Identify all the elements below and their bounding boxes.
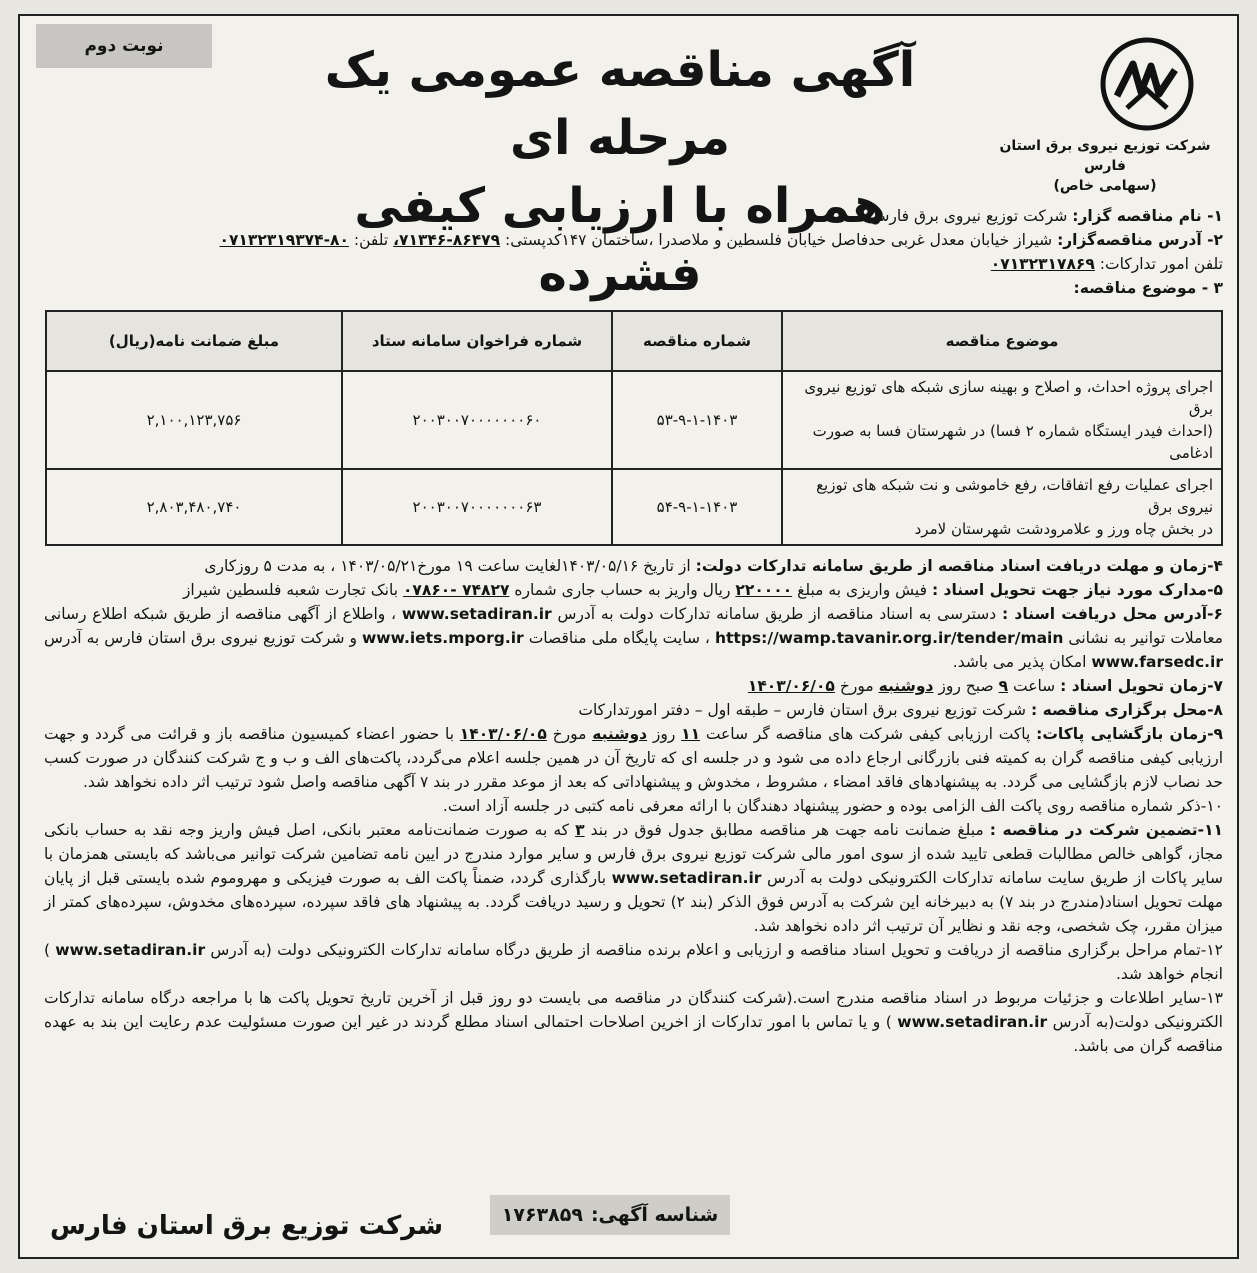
notice-body <box>44 204 1223 1058</box>
col-guarantee: مبلغ ضمانت نامه(ریال) <box>46 311 342 371</box>
link-setadiran[interactable]: www.setadiran.ir <box>897 1013 1048 1031</box>
link-setadiran[interactable]: www.setadiran.ir <box>55 941 206 959</box>
item-9: ۹-زمان بازگشایی پاکات: پاکت ارزیابی کیفی شرکت های مناقصه گر ساعت ۱۱ روز دوشنبه مورخ ۱۴۰۳/۰۶/۰۵ با حضور اعضاء کمیسیون مناقصه باز و قرائت می گردد و جهت ارزیابی کیفی مناقصه گران به کمیته فنی بازرگانی ارجاع داده می شود و در جلسه ای که تاریخ آن در همین جلسه اعلام می‌گردد، پاکت‌های الف و ب و ج شرکت کنندگان در صورت کسب حد نصاب لازم بازگشایی می گردد. به پیشنهادهای فاقد امضاء ، مشروط ، مخدوش و پیشنهاداتی که بعد از موعد مقرر در بند ۷ آگهی مناقصه واصل شود ترتیب اثر داده نخواهد شد. <box>44 725 1223 791</box>
col-setad: شماره فراخوان سامانه ستاد <box>342 311 612 371</box>
company-type: (سهامی خاص) <box>1053 178 1157 194</box>
company-logo-icon <box>1097 34 1197 134</box>
title-line-2: همراه با ارزیابی کیفی فشرده <box>354 178 886 302</box>
link-farsedc[interactable]: www.farsedc.ir <box>1091 653 1223 671</box>
tender-table <box>45 310 1223 546</box>
item-6: ۶-آدرس محل دریافت اسناد : دسترسی به اسناد مناقصه از طریق سامانه تدارکات دولت به آدرس www.setadiran.ir ، واطلاع از آگهی مناقصه از طریق شبکه اطلاع رسانی معاملات توانیر به نشانی https://wamp.tavanir.org.ir/tender/main ، سایت پایگاه ملی مناقصات www.iets.mporg.ir و شرکت توزیع نیروی برق استان فارس به آدرس www.farsedc.ir امکان پذیر می باشد. <box>44 605 1223 671</box>
item-11: ۱۱-تضمین شرکت در مناقصه : مبلغ ضمانت نامه جهت هر مناقصه مطابق جدول فوق در بند ۳ که به صورت ضمانت‌نامه معتبر بانکی، اصل فیش واریز وجه نقد به حساب بانکی مجاز، گواهی خالص مطالبات قطعی تایید شده از سوی امور مالی شرکت توزیع نیروی برق فارس و سایر موارد مندرج در ایین نامه تضامین شرکت توانیر می‌باشد که بایستی همزمان با سایر پاکات از طریق سایت سامانه تدارکات الکترونیکی دولت به آدرس www.setadiran.ir بارگذاری گردد، ضمناً پاکت الف به صورت فیزیکی و مهروموم شده بایستی قبل از پایان مهلت تحویل اسناد(مندرج در بند ۷) به دبیرخانه این شرکت به آدرس فوق الذکر (بند ۲) تحویل و رسید دریافت گردد. به پیشنهاد های فاقد سپرده، سپرده‌های مخدوش، سپرده‌های کمتر از میزان مقرر، چک شخصی، وجه نقد و نظایر آن ترتیب اثر داده نخواهد شد. <box>44 821 1223 935</box>
item-13: ۱۳-سایر اطلاعات و جزئیات مربوط در اسناد مناقصه مندرج است.(شرکت کنندگان در مناقصه می بایست دو روز قبل از آخرین تاریخ تحویل پاکت ها با مراجعه درگاه سامانه تدارکات الکترونیکی دولت(به آدرس www.setadiran.ir ) و یا تماس با امور تدارکات از اخرین اصلاحات احتمالی اسناد مطلع گردند در غیر این صورت مسئولیت عدم رعایت این بند به عهده مناقصه گران می باشد. <box>44 989 1223 1055</box>
table-header-row <box>46 311 1222 371</box>
item-10: ۱۰-ذکر شماره مناقصه روی پاکت الف الزامی بوده و حضور پیشنهاد دهندگان با ارائه معرفی نامه کتبی در جلسه آزاد است. <box>442 797 1223 815</box>
item-3: ۳ - موضوع مناقصه: <box>1073 279 1223 297</box>
item-1: ۱- نام مناقصه گزار: شرکت توزیع نیروی برق فارس <box>870 207 1223 225</box>
company-name: شرکت توزیع نیروی برق استان فارس <box>999 138 1211 174</box>
company-signature: شرکت توزیع برق استان فارس <box>50 1211 444 1241</box>
cell-number: ۵۴-۹-۱-۱۴۰۳ <box>612 469 782 545</box>
cell-setad: ۲۰۰۳۰۰۷۰۰۰۰۰۰۰۶۳ <box>342 469 612 545</box>
cell-guarantee: ۲,۸۰۳,۴۸۰,۷۴۰ <box>46 469 342 545</box>
cell-subject: اجرای پروژه احداث، و اصلاح و بهینه سازی شبکه های توزیع نیروی برق (احداث فیدر ایستگاه شماره ۲ فسا) در شهرستان فسا به صورت ادغامی <box>782 371 1222 469</box>
link-setadiran[interactable]: www.setadiran.ir <box>611 869 762 887</box>
item-4: ۴-زمان و مهلت دریافت اسناد مناقصه از طریق سامانه تدارکات دولت: از تاریخ ۱۴۰۳/۰۵/۱۶لغایت ساعت ۱۹ مورخ۱۴۰۳/۰۵/۲۱ ، به مدت ۵ روزکاری <box>204 557 1223 575</box>
publication-badge: نوبت دوم <box>36 24 212 68</box>
cell-number: ۵۳-۹-۱-۱۴۰۳ <box>612 371 782 469</box>
item-7: ۷-زمان تحویل اسناد : ساعت ۹ صبح روز دوشنبه مورخ ۱۴۰۳/۰۶/۰۵ <box>747 677 1223 695</box>
cell-subject: اجرای عملیات رفع اتفاقات، رفع خاموشی و نت شبکه های توزیع نیروی برق در بخش چاه ورز و علامرودشت شهرستان لامرد <box>782 469 1222 545</box>
notice-id-value: ۱۷۶۳۸۵۹ <box>501 1204 583 1226</box>
col-number: شماره مناقصه <box>612 311 782 371</box>
col-subject: موضوع مناقصه <box>782 311 1222 371</box>
item-5: ۵-مدارک مورد نیاز جهت تحویل اسناد : فیش واریزی به مبلغ ۲۲۰۰۰۰ ریال واریز به حساب جاری شماره ۷۴۸۲۷ -۰۷۸۶۰ بانک تجارت شعبه فلسطین شیراز <box>182 581 1223 599</box>
link-iets[interactable]: www.iets.mporg.ir <box>361 629 524 647</box>
link-tavanir[interactable]: https://wamp.tavanir.org.ir/tender/main <box>714 629 1064 647</box>
item-12: ۱۲-تمام مراحل برگزاری مناقصه از دریافت و تحویل اسناد مناقصه و ارزیابی و اعلام برنده مناقصه از طریق درگاه سامانه تدارکات الکترونیکی دولت (به آدرس www.setadiran.ir ) انجام خواهد شد. <box>44 941 1223 983</box>
item-8: ۸-محل برگزاری مناقصه : شرکت توزیع نیروی برق استان فارس – طبقه اول – دفتر امورتدارکات <box>578 701 1223 719</box>
tender-notice <box>18 14 1239 1259</box>
company-header <box>995 136 1215 196</box>
item-2-affairs: تلفن امور تدارکات: ۰۷۱۳۲۳۱۷۸۶۹ <box>990 255 1223 273</box>
table-row <box>46 371 1222 469</box>
link-setadiran[interactable]: www.setadiran.ir <box>401 605 552 623</box>
notice-id <box>490 1195 730 1235</box>
cell-guarantee: ۲,۱۰۰,۱۲۳,۷۵۶ <box>46 371 342 469</box>
title-line-1: آگهی مناقصه عمومی یک مرحله ای <box>324 42 916 166</box>
notice-id-label: شناسه آگهی: <box>590 1204 719 1226</box>
cell-setad: ۲۰۰۳۰۰۷۰۰۰۰۰۰۰۶۰ <box>342 371 612 469</box>
item-2: ۲- آدرس مناقصه‌گزار: شیراز خیابان معدل غربی حدفاصل خیابان فلسطین و ملاصدرا ،ساختمان ۱۴۷کدپستی: ۸۶۴۷۹-۷۱۳۴۶، تلفن: ۸۰-۰۷۱۳۲۳۱۹۳۷۴ <box>219 231 1223 249</box>
table-row <box>46 469 1222 545</box>
